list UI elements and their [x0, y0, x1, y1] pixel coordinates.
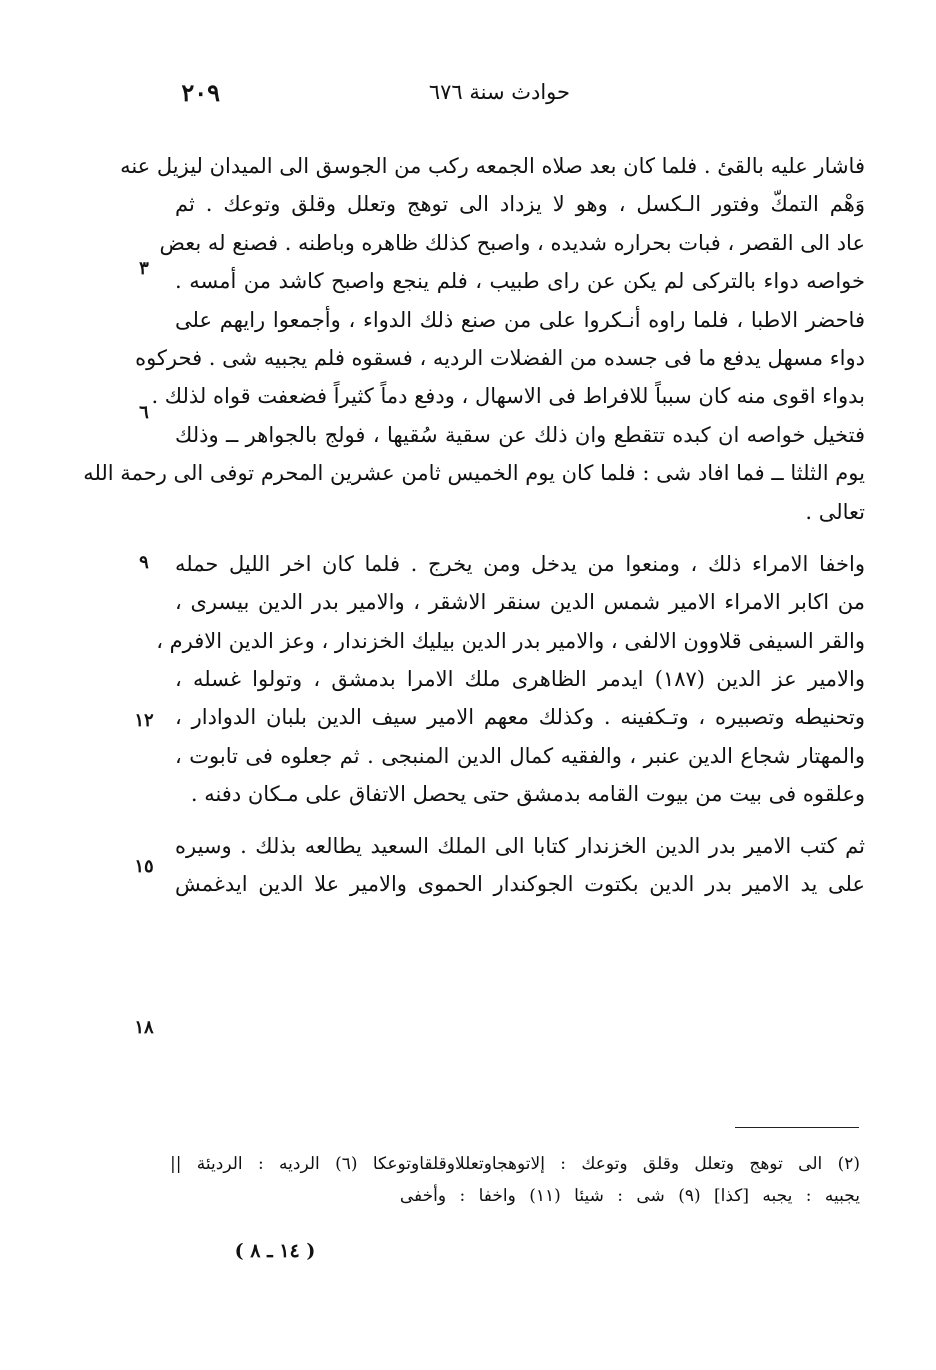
text-line: وَهْم التمكّ وفتور الـكسل ، وهو لا يزداد الى توهج وتعلل وقلق وتوعك . ثم [175, 192, 865, 217]
text-line: عاد الى القصر ، فبات بحراره شديده ، واصبح كذلك ظاهره وباطنه . فصنع له بعض [159, 230, 865, 255]
text-line: والمهتار شجاع الدين عنبر ، والفقيه كمال الدين المنبجى . ثم جعلوه فى تابوت ، [175, 743, 865, 768]
line-number: ٣ [139, 258, 149, 279]
page-number: ٢٠٩ [181, 78, 220, 107]
page-header [181, 78, 820, 110]
text-line: وتحنيطه وتصبيره ، وتـكفينه . وكذلك معهم الامير سيف الدين بلبان الدوادار ، [175, 705, 865, 730]
text-line: فاحضر الاطبا ، فلما راوه أنـكروا على من صنع ذلك الدواء ، وأجمعوا رايهم على [175, 307, 865, 332]
text-line: ثم كتب الامير بدر الدين الخزندار كتابا الى الملك السعيد يطالعه بذلك . وسيره [175, 833, 865, 858]
footnotes [170, 1148, 860, 1212]
text-line: والامير عز الدين (١٨٧) ايدمر الظاهرى ملك الامرا بدمشق ، وتولوا غسله ، [175, 667, 866, 692]
paragraph [83, 147, 865, 531]
paragraph [175, 827, 865, 904]
line-number: ١٨ [134, 1017, 154, 1038]
text-line: تعالى . [805, 499, 865, 524]
text-line: على يد الامير بدر الدين بكتوت الجوكندار الحموى والامير علا الدين ايدغمش [175, 872, 865, 897]
text-line: والقر السيفى قلاوون الالفى ، والامير بدر الدين بيليك الخزندار ، وعز الدين الافرم ، [156, 628, 865, 653]
text-line: من اكابر الامراء الامير شمس الدين سنقر الاشقر ، والامير بدر الدين بيسرى ، [175, 590, 865, 615]
line-number: ١٢ [134, 710, 154, 731]
text-line: بدواء اقوى منه كان سبباً للافراط فى الاسهال ، ودفع دماً كثيراً فضعفت قواه لذلك . [151, 384, 865, 409]
text-line: دواء مسهل يدفع ما فى جسده من الفضلات الرديه ، فسقوه فلم يجبيه شى . فحركوه [135, 345, 865, 370]
line-number: ٦ [139, 402, 149, 423]
text-line: يوم الثلثا ــ فما افاد شى : فلما كان يوم الخميس ثامن عشرين المحرم توفى الى رحمة الله [83, 461, 865, 486]
running-title: حوادث سنة ٦٧٦ [428, 80, 570, 104]
text-line: وعلقوه فى بيت من بيوت القامه بدمشق حتى يحصل الاتفاق على مـكان دفنه . [190, 782, 865, 807]
footnote-line: (٢) الى توهج وتعلل وقلق وتوعك : إلاتوهجاوتعللاوقلقاوتوعكا (٦) الرديه : الرديئة || [170, 1154, 860, 1174]
footnote-divider [735, 1127, 859, 1128]
text-line: خواصه دواء بالترکی لم يكن عن راى طبيب ، فلم ينجع واصبح كاشد من أمسه . [175, 269, 865, 294]
line-number: ١٥ [134, 856, 154, 877]
line-number: ٩ [139, 552, 149, 573]
footnote-line: يجبيه : يجبه [كذا] (٩) شى : شيئا (١١) واخفا : وأخفى [399, 1186, 860, 1206]
signature-mark: ( ١٤ ـ ٨ ) [234, 1240, 316, 1262]
text-line: فتخيل خواصه ان كبده تتقطع وان ذلك عن سقية سُقيها ، فولج بالجواهر ــ وذلك [175, 422, 865, 447]
text-line: فاشار عليه بالقئ . فلما كان بعد صلاه الجمعه ركب من الجوسق الى الميدان ليزيل عنه [120, 154, 865, 178]
text-line: واخفا الامراء ذلك ، ومنعوا من يدخل ومن يخرج . فلما كان اخر الليل حمله [175, 551, 865, 576]
paragraph [156, 545, 866, 814]
